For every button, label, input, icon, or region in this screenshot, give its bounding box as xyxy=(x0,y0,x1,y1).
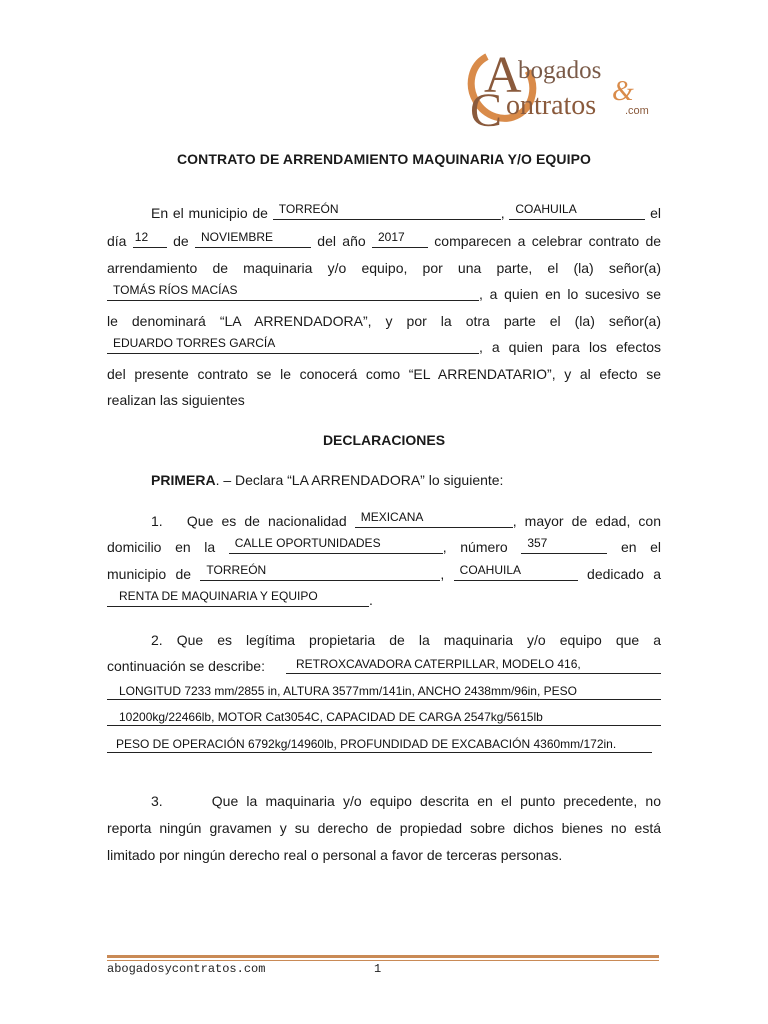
mes-field[interactable]: NOVIEMBRE xyxy=(195,232,311,248)
logo-ampersand: & xyxy=(612,76,634,107)
item1-line-3: municipio de TORREÓN , COAHUILA dedicado a xyxy=(107,563,661,582)
description-rule-3 xyxy=(107,725,661,726)
logo-graphic xyxy=(462,48,666,128)
primera-line: PRIMERA. – Declara “LA ARRENDADORA” lo siguiente: xyxy=(151,472,504,488)
intro-line-2: día 12 de NOVIEMBRE del año 2017 comparecen a celebrar contrato de xyxy=(107,230,662,249)
anio-field[interactable]: 2017 xyxy=(372,232,428,248)
description-line-4[interactable]: PESO DE OPERACIÓN 6792kg/14960lb, PROFUNDIDAD DE EXCABACIÓN 4360mm/172in. xyxy=(116,737,617,751)
description-rule-2 xyxy=(107,699,661,700)
intro-line-5: le denominará “LA ARRENDADORA”, y por la otra parte el (la) señor(a) xyxy=(107,313,661,329)
municipio-field[interactable]: TORREÓN xyxy=(273,204,501,220)
document-title: CONTRATO DE ARRENDAMIENTO MAQUINARIA Y/O EQUIPO xyxy=(176,151,592,167)
arrendatario-name-field[interactable]: EDUARDO TORRES GARCÍA xyxy=(107,338,479,354)
item1-line-2: domicilio en la CALLE OPORTUNIDADES , número 357 en el xyxy=(107,536,662,555)
actividad-field[interactable]: RENTA DE MAQUINARIA Y EQUIPO xyxy=(107,591,369,607)
logo-dotcom: .com xyxy=(625,105,649,117)
logo-word-abogados: bogados xyxy=(518,57,602,84)
item2-line-1: 2. Que es legítima propietaria de la maquinaria y/o equipo que a xyxy=(151,632,661,648)
footer-rule-thick xyxy=(107,955,659,958)
logo-word-contratos: ontratos xyxy=(506,90,597,121)
dia-field[interactable]: 12 xyxy=(133,232,167,248)
description-line-2[interactable]: LONGITUD 7233 mm/2855 in, ALTURA 3577mm/141in, ANCHO 2438mm/96in, PESO xyxy=(119,684,577,698)
arrendadora-name-field[interactable]: TOMÁS RÍOS MACÍAS xyxy=(107,285,479,301)
description-line-3[interactable]: 10200kg/22466lb, MOTOR Cat3054C, CAPACIDAD DE CARGA 2547kg/5615lb xyxy=(119,710,543,724)
intro-line-4: TOMÁS RÍOS MACÍAS , a quien en lo sucesivo se xyxy=(107,284,661,304)
item3-line-3: limitado por ningún derecho real o personal a favor de terceras personas. xyxy=(107,847,563,863)
declaraciones-heading: DECLARACIONES xyxy=(322,432,446,448)
estado-field[interactable]: COAHUILA xyxy=(509,204,645,220)
numero-field[interactable]: 357 xyxy=(521,538,607,554)
description-line-1[interactable]: RETROXCAVADORA CATERPILLAR, MODELO 416, xyxy=(296,657,581,671)
intro-text: En el municipio de xyxy=(151,205,268,221)
item2-line-2: continuación se describe: xyxy=(107,658,265,674)
footer-website: abogadosycontratos.com xyxy=(107,962,266,976)
item1-line-1: 1. Que es de nacionalidad MEXICANA , mayor de edad, con xyxy=(151,510,661,529)
estado-field-2[interactable]: COAHUILA xyxy=(454,565,578,581)
nacionalidad-field[interactable]: MEXICANA xyxy=(355,512,513,528)
municipio-field-2[interactable]: TORREÓN xyxy=(200,565,440,581)
intro-line-8: realizan las siguientes xyxy=(107,392,245,408)
item1-line-4: RENTA DE MAQUINARIA Y EQUIPO . xyxy=(107,590,661,610)
intro-line-1: En el municipio de TORREÓN , COAHUILA el xyxy=(107,203,661,223)
description-rule-1 xyxy=(286,673,661,674)
footer-rule-thin xyxy=(107,960,659,961)
intro-line-6: EDUARDO TORRES GARCÍA , a quien para los efectos xyxy=(107,337,661,357)
abogados-contratos-logo xyxy=(462,48,666,128)
item3-line-2: reporta ningún gravamen y su derecho de propiedad sobre dichos bienes no está xyxy=(107,820,661,836)
item3-line-1: 3. Que la maquinaria y/o equipo descrita en el punto precedente, no xyxy=(151,793,661,809)
description-rule-4 xyxy=(107,752,652,753)
calle-field[interactable]: CALLE OPORTUNIDADES xyxy=(229,538,443,554)
page-number: 1 xyxy=(374,962,382,976)
logo-initial-c: C xyxy=(470,84,503,128)
intro-line-7: del presente contrato se le conocerá como “EL ARRENDATARIO”, y al efecto se xyxy=(107,366,661,382)
logo-initial-a: A xyxy=(484,48,522,104)
primera-label: PRIMERA xyxy=(151,472,216,488)
intro-line-3: arrendamiento de maquinaria y/o equipo, por una parte, el (la) señor(a) xyxy=(107,260,661,276)
